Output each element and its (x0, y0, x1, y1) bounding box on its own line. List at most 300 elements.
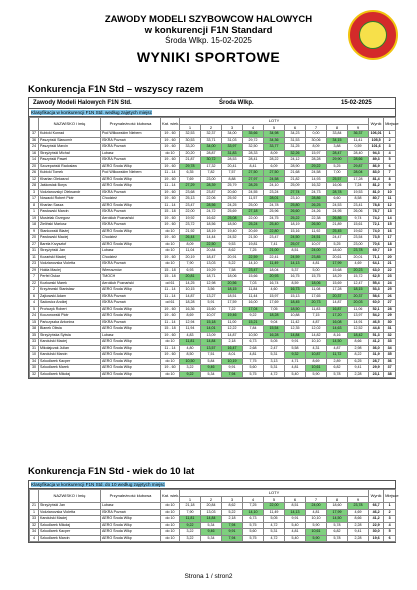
flight-time: 22,50 (201, 241, 222, 248)
club-name: Aeroklub Poznański (101, 215, 161, 222)
flight-time: 10,07 (201, 313, 222, 320)
club-name: AERO Środa Wlkp (101, 313, 161, 320)
section2-table-box (28, 480, 399, 543)
flight-time: 19,40 (222, 228, 243, 235)
age-category: 11 - 14 (161, 319, 180, 326)
competitor-name: Pawłowski Maciej (39, 235, 101, 242)
flight-time: 33,84 (327, 131, 348, 138)
result-score: 22,9 (369, 522, 384, 529)
flight-time: 23,54 (348, 235, 369, 242)
result-score: 36,0 (369, 345, 384, 352)
flight-time: 7,57 (222, 170, 243, 177)
age-category: 11 - 14 (161, 287, 180, 294)
flight-header: 7 (306, 124, 327, 131)
event-place-date: Środa Wlkp. 15-02-2025 (165, 36, 252, 45)
competitor-name: Strzyżyński Michał (39, 150, 101, 157)
flight-time: 28,04 (348, 170, 369, 177)
flight-time: 6,82 (327, 529, 348, 536)
flight-time: 23,47 (180, 202, 201, 209)
flight-time: 6,73 (243, 339, 264, 346)
result-place: 2 (384, 137, 396, 144)
flight-time: 17,69 (264, 300, 285, 307)
flight-time: 6,82 (327, 365, 348, 372)
flight-time: 8,16 (327, 332, 348, 339)
flight-time: 14,84 (201, 339, 222, 346)
result-place: 30 (384, 319, 396, 326)
col-miejsce: Miejsce (384, 118, 396, 131)
flight-time: 10,15 (180, 287, 201, 294)
flight-time: 19,29 (201, 267, 222, 274)
row-number: 24 (30, 144, 39, 151)
col-loty: LOTY (180, 490, 369, 497)
section1-event: Zawody Modeli Halowych F1N Std. (33, 100, 132, 106)
result-place: 5 (384, 157, 396, 164)
flight-time: 34,15 (327, 137, 348, 144)
flight-time: 8,66 (348, 339, 369, 346)
flight-time: 15,66 (243, 274, 264, 281)
flight-time: 20,37 (327, 293, 348, 300)
row-number: 7 (30, 274, 39, 281)
flight-time: 28,39 (201, 183, 222, 190)
competitor-name: Pańczyszka Antonina (39, 319, 101, 326)
flight-time: 17,99 (327, 509, 348, 516)
club-name: AERO Środa Wlkp (101, 183, 161, 190)
flight-time: 23,00 (348, 241, 369, 248)
flight-time: 8,09 (180, 241, 201, 248)
row-number: 16 (30, 150, 39, 157)
flight-time: 33,20 (180, 144, 201, 151)
flight-time: 9,04 (264, 319, 285, 326)
section1-subheader (29, 98, 395, 109)
result-score: 23,1 (369, 371, 384, 378)
flight-time: 23,68 (180, 189, 201, 196)
flight-time: 23,85 (306, 254, 327, 261)
flight-time: 24,10 (264, 183, 285, 190)
result-score: 41,2 (369, 516, 384, 523)
flight-time: 15,18 (201, 319, 222, 326)
flight-time: 18,29 (327, 274, 348, 281)
flight-time: 5,25 (327, 163, 348, 170)
club-name: AERO Środa Wlkp (101, 529, 161, 536)
flight-time: 4,72 (264, 371, 285, 378)
competitor-name: Kozłowski Marek (39, 280, 101, 287)
flight-time: 23,47 (243, 267, 264, 274)
flight-time: 10,10 (306, 339, 327, 346)
result-place: 38 (384, 371, 396, 378)
flight-time: 11,49 (264, 261, 285, 268)
result-place: 27 (384, 300, 396, 307)
flight-time: 29,78 (180, 163, 201, 170)
row-number: 3 (30, 189, 39, 196)
flight-time: 7,05 (264, 306, 285, 313)
result-score: 81,4 (369, 176, 384, 183)
flight-time: 27,97 (243, 176, 264, 183)
flight-header: 5 (264, 124, 285, 131)
flight-time: 3,56 (201, 287, 222, 294)
flight-time: 21,50 (243, 235, 264, 242)
competitor-name: Zieliński Mariusz (39, 222, 101, 229)
flight-time: 20,01 (348, 254, 369, 261)
row-number: 17 (30, 196, 39, 203)
result-score: 19,6 (369, 535, 384, 542)
flight-time: 7,84 (243, 326, 264, 333)
row-number: 9 (30, 228, 39, 235)
flight-time: 11,04 (180, 248, 201, 255)
flight-time: 27,50 (264, 170, 285, 177)
flight-time: 0,59 (348, 144, 369, 151)
flight-time: 28,47 (327, 150, 348, 157)
competitor-name: Sadowicz Andżej (39, 300, 101, 307)
age-category: 19 - 60 (161, 189, 180, 196)
flight-time: 7,94 (222, 522, 243, 529)
flight-time: 8,66 (348, 516, 369, 523)
flight-time: 20,03 (348, 300, 369, 307)
flight-time: 5,84 (201, 358, 222, 365)
flight-time: 4,81 (306, 509, 327, 516)
flight-time: 18,60 (327, 503, 348, 510)
age-category: do 10 (161, 522, 180, 529)
flight-time: 19,81 (243, 241, 264, 248)
result-place: 6 (384, 163, 396, 170)
section1-place: Środa Wlkp. (219, 100, 254, 106)
flight-time: 2,47 (264, 345, 285, 352)
flight-time: 28,53 (222, 157, 243, 164)
result-place: 7 (384, 170, 396, 177)
flight-time: 25,24 (243, 222, 264, 229)
club-name: AERO Środa Wlkp (101, 358, 161, 365)
col-klub: Przynależność klubowa (101, 118, 161, 131)
flight-time: 32,53 (180, 131, 201, 138)
club-name: ISKRA Poznań (101, 137, 161, 144)
flight-time: 25,80 (285, 202, 306, 209)
flight-time: 4,71 (285, 358, 306, 365)
flight-time: 9,46 (201, 365, 222, 372)
flight-header: 1 (180, 496, 201, 503)
flight-time: 18,42 (348, 332, 369, 339)
row-number: 32 (30, 522, 39, 529)
age-category: 19 - 60 (161, 254, 180, 261)
age-category: 15 - 18 (161, 274, 180, 281)
result-score: 73,5 (369, 235, 384, 242)
flight-time: 23,87 (201, 189, 222, 196)
flight-time: 8,51 (285, 503, 306, 510)
flight-time: 22,00 (243, 215, 264, 222)
club-name: AERO Środa Wlkp (101, 241, 161, 248)
flight-time: 7,41 (264, 241, 285, 248)
flight-time: 15,21 (243, 319, 264, 326)
flight-time: 5,75 (243, 535, 264, 542)
club-name: ISKRA Poznań (101, 509, 161, 516)
result-score: 28,7 (369, 358, 384, 365)
flight-time: 5,31 (264, 352, 285, 359)
flight-time: 26,60 (285, 209, 306, 216)
flight-time: 14,25 (180, 280, 201, 287)
row-number: 20 (30, 235, 39, 242)
flight-time: 32,50 (243, 144, 264, 151)
flight-time: 19,92 (180, 215, 201, 222)
col-wynik: Wynik (369, 490, 384, 503)
flight-time: 20,93 (264, 274, 285, 281)
flight-time: 9,91 (222, 365, 243, 372)
flight-time: 6,09 (264, 163, 285, 170)
flight-time: 6,93 (180, 267, 201, 274)
flight-time: 14,84 (201, 516, 222, 523)
result-score: 62,5 (369, 274, 384, 281)
flight-time: 5,40 (285, 522, 306, 529)
flight-time: 17,20 (327, 313, 348, 320)
flight-time: 32,37 (201, 131, 222, 138)
flight-time: 4,72 (264, 522, 285, 529)
result-place: 4 (384, 522, 396, 529)
flight-time: 18,56 (201, 222, 222, 229)
flight-time: 17,65 (306, 293, 327, 300)
result-score: 72,1 (369, 222, 384, 229)
flight-time: 14,63 (327, 326, 348, 333)
flight-time: 13,97 (348, 313, 369, 320)
competitor-name: Vodzianovska Violetta (39, 509, 101, 516)
flight-time: 14,91 (348, 319, 369, 326)
row-number: 15 (30, 319, 39, 326)
flight-time: 26,50 (306, 222, 327, 229)
age-category: 11 - 14 (161, 170, 180, 177)
flight-time: 24,75 (264, 215, 285, 222)
flight-time: 14,87 (327, 300, 348, 307)
flight-time: 16,62 (201, 215, 222, 222)
competitor-name: Kandulski Maciej (39, 339, 101, 346)
flight-time: 15,16 (285, 228, 306, 235)
flight-time: 7,94 (222, 535, 243, 542)
flight-time: 7,69 (180, 176, 201, 183)
row-number: 8 (30, 202, 39, 209)
flight-time: 20,20 (180, 150, 201, 157)
competitor-name: Szczepański Radosław (39, 163, 101, 170)
flight-time: 19,53 (348, 189, 369, 196)
col-klub: Przynależność klubowa (101, 490, 161, 503)
flight-time: 8,51 (285, 248, 306, 255)
row-number: 18 (30, 222, 39, 229)
result-score: 105,5 (369, 137, 384, 144)
row-number: 32 (30, 371, 39, 378)
competitor-name: Kandulski Marcin (39, 352, 101, 359)
flight-time: 6,60 (327, 196, 348, 203)
club-name: Wierusznów (101, 267, 161, 274)
flight-time: 12,94 (180, 319, 201, 326)
age-category: 19 - 60 (161, 235, 180, 242)
flight-time: 5,25 (327, 241, 348, 248)
flight-time: 27,74 (285, 189, 306, 196)
flight-time: 31,83 (222, 150, 243, 157)
flight-time: 11,44 (243, 293, 264, 300)
flight-time: 12,35 (285, 326, 306, 333)
flight-time: 4,81 (243, 352, 264, 359)
result-score: 81,0 (369, 189, 384, 196)
age-category: do 10 (161, 339, 180, 346)
flight-time: 17,28 (327, 287, 348, 294)
competitor-name: Vodzianovska Violetta (39, 261, 101, 268)
flight-time: 5,60 (243, 529, 264, 536)
flight-time: 15,54 (264, 326, 285, 333)
flight-time: 9,91 (222, 529, 243, 536)
flight-time: 18,50 (285, 306, 306, 313)
col-lp (30, 490, 39, 503)
flight-time: 24,52 (222, 235, 243, 242)
col-nazwisko: NAZWISKO i imię (39, 118, 101, 131)
flight-time: 5,34 (201, 371, 222, 378)
flight-time: 20,37 (348, 293, 369, 300)
flight-time: 34,00 (222, 131, 243, 138)
flight-time: 11,72 (327, 352, 348, 359)
flight-time: 18,60 (327, 248, 348, 255)
flight-time: 16,87 (327, 306, 348, 313)
result-place: 26 (384, 293, 396, 300)
row-number: 28 (30, 183, 39, 190)
flight-time: 15,75 (306, 274, 327, 281)
competitor-name: Paszyński Marcin (39, 144, 101, 151)
flight-time: 5,31 (264, 365, 285, 372)
flight-time: 28,87 (201, 150, 222, 157)
flight-time: 5,34 (201, 535, 222, 542)
flight-time: 5,40 (285, 371, 306, 378)
age-category: do 10 (161, 371, 180, 378)
flight-time: 11,42 (285, 319, 306, 326)
competitor-name: Szkudlarek Kacper (39, 529, 101, 536)
flight-time: 20,60 (222, 189, 243, 196)
age-category: do 10 (161, 516, 180, 523)
row-number: 6 (30, 293, 39, 300)
flight-time: 20,41 (222, 163, 243, 170)
club-name: AERO Środa Wlkp (101, 516, 161, 523)
flight-header: 4 (243, 124, 264, 131)
flight-time: 33,97 (222, 144, 243, 151)
flight-time: 4,31 (306, 345, 327, 352)
flight-time: 23,47 (264, 235, 285, 242)
flight-time: 3,22 (180, 529, 201, 536)
result-score: 31,9 (369, 352, 384, 359)
flight-time: 24,59 (285, 254, 306, 261)
table-row (30, 371, 396, 378)
result-place: 37 (384, 365, 396, 372)
flight-time: 25,57 (327, 176, 348, 183)
flight-time: 34,23 (285, 131, 306, 138)
row-number: 5 (30, 306, 39, 313)
flight-time: 17,04 (243, 306, 264, 313)
flight-time: 10,88 (285, 313, 306, 320)
flight-time: 8,62 (222, 248, 243, 255)
flight-time: 5,75 (243, 522, 264, 529)
flight-time: 23,10 (285, 196, 306, 203)
competitor-name: Musielak Grzegorz (39, 215, 101, 222)
competitor-name: Bianek Oliwia (39, 326, 101, 333)
flight-time: 18,19 (201, 228, 222, 235)
flight-time: 16,28 (264, 332, 285, 339)
flight-time: 8,62 (222, 503, 243, 510)
flight-time: 22,00 (264, 503, 285, 510)
competitor-name: Koczorowski Piotr (39, 313, 101, 320)
age-category: 19 - 60 (161, 196, 180, 203)
flight-time: 12,52 (348, 326, 369, 333)
row-number: 21 (30, 503, 39, 510)
club-name: Lubasz (101, 503, 161, 510)
flight-time: 24,25 (222, 202, 243, 209)
flight-time: 15,97 (264, 293, 285, 300)
flight-time: 2,28 (348, 522, 369, 529)
row-number: 4 (30, 535, 39, 542)
result-score: 54,2 (369, 313, 384, 320)
result-place: 9 (384, 183, 396, 190)
club-name: AERO Środa Wlkp (101, 371, 161, 378)
result-place: 2 (384, 509, 396, 516)
club-name: ISKRA Poznań (101, 144, 161, 151)
club-name: Chodzież (101, 235, 161, 242)
flight-time: 4,60 (264, 287, 285, 294)
flight-time: 29,90 (327, 157, 348, 164)
flight-time: 9,22 (243, 313, 264, 320)
competitor-name: Jaśkowiak Borys (39, 183, 101, 190)
result-score: 106,01 (370, 131, 382, 135)
flight-time: 5,58 (285, 345, 306, 352)
flight-time: 16,73 (285, 287, 306, 294)
age-category: 15 - 18 (161, 267, 180, 274)
section1-klasyfikacja: Klasyfikacja w konkurencji F1N Std. według zajętych miejsc (29, 109, 395, 117)
flight-time: 11,81 (180, 339, 201, 346)
flight-time: 25,40 (264, 222, 285, 229)
flight-time: 2,18 (222, 516, 243, 523)
flight-time: 7,25 (243, 503, 264, 510)
result-place: 14 (384, 215, 396, 222)
flight-time: 4,87 (327, 345, 348, 352)
flight-time: 25,09 (285, 183, 306, 190)
age-category: 19 - 60 (161, 131, 180, 138)
flight-time: 5,90 (306, 522, 327, 529)
flight-time: 31,25 (285, 144, 306, 151)
flight-time: 25,08 (222, 215, 243, 222)
result-place: 16 (384, 228, 396, 235)
competitor-name: Zajkowski Adam (39, 293, 101, 300)
flight-time: 19,62 (348, 228, 369, 235)
flight-time: 28,41 (243, 157, 264, 164)
flight-time: 3,13 (264, 358, 285, 365)
age-category: 19 - 60 (161, 157, 180, 164)
result-place: 34 (384, 345, 396, 352)
flight-time: 18,15 (348, 287, 369, 294)
result-score: 53,3 (369, 287, 384, 294)
flight-time: 8,22 (348, 352, 369, 359)
flight-time: 16,74 (264, 280, 285, 287)
flight-time: 14,10 (243, 509, 264, 516)
section1-title: Konkurencja F1N Std – wszyscy razem (28, 84, 204, 95)
flight-time: 16,32 (306, 183, 327, 190)
flight-time: 30,06 (306, 137, 327, 144)
result-place: 1 (384, 131, 396, 138)
result-score: 52,1 (369, 306, 384, 313)
club-name: ISKRA Poznań (101, 209, 161, 216)
flight-time: 20,73 (306, 300, 327, 307)
flight-time: 6,35 (180, 170, 201, 177)
age-category: 19 - 60 (161, 306, 180, 313)
row-number: 4 (30, 300, 39, 307)
row-number: 14 (30, 157, 39, 164)
flight-time: 30,53 (180, 137, 201, 144)
flight-time: 25,22 (285, 215, 306, 222)
flight-time: 18,06 (306, 280, 327, 287)
age-category: do 10 (161, 503, 180, 510)
flight-time: 22,59 (243, 254, 264, 261)
flight-time: 15,72 (348, 274, 369, 281)
result-place: 17 (384, 235, 396, 242)
flight-time: 8,58 (348, 196, 369, 203)
flight-time: 2,89 (327, 358, 348, 365)
club-name: AERO Środa Wlkp (101, 163, 161, 170)
